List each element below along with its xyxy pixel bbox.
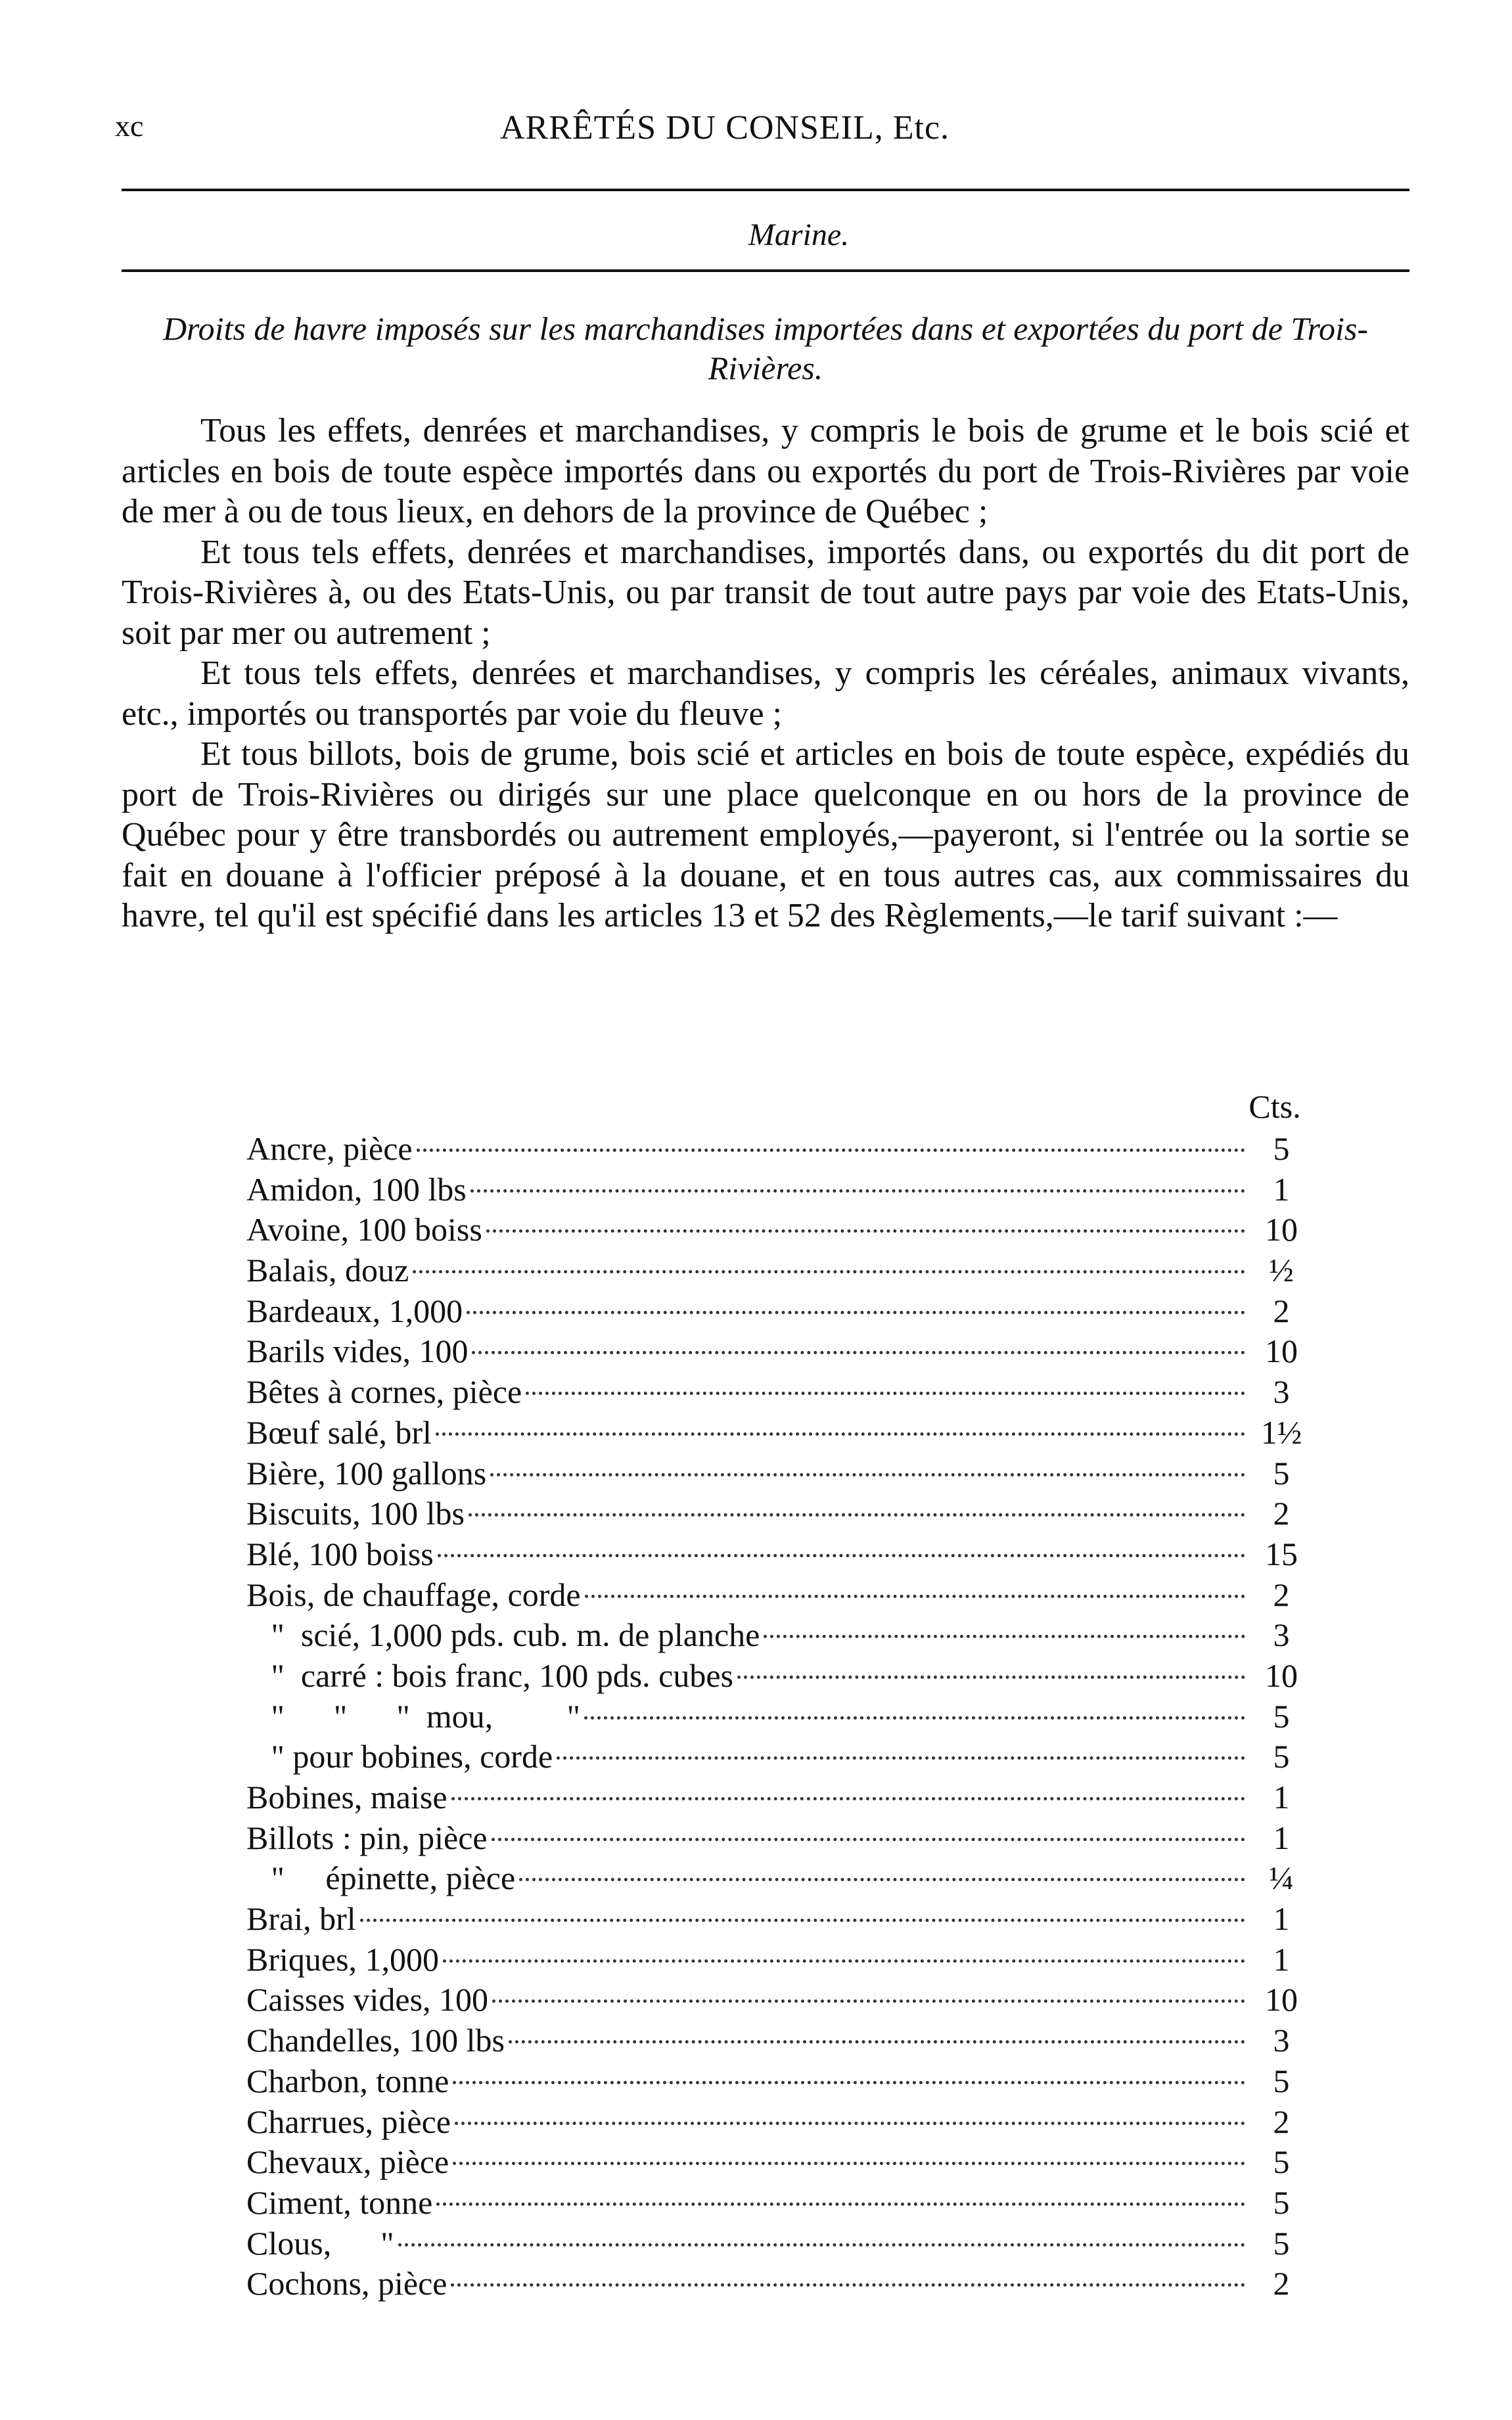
dot-leader — [417, 1149, 1245, 1152]
dot-leader — [585, 1595, 1245, 1598]
tariff-row — [246, 1372, 1311, 1413]
tariff-item-label: Charrues, pièce — [246, 2103, 451, 2140]
tariff-item-rate: 10 — [1265, 1981, 1298, 2019]
dot-leader — [526, 1392, 1245, 1395]
dot-leader — [519, 1878, 1245, 1881]
tariff-item-label: Barils vides, 100 — [246, 1333, 469, 1370]
tariff-row — [246, 1129, 1311, 1170]
tariff-item-rate: 5 — [1273, 2062, 1290, 2099]
running-title: ARRÊTÉS DU CONSEIL, Etc. — [499, 109, 950, 147]
tariff-row — [246, 2102, 1311, 2143]
tariff-row — [246, 2224, 1311, 2264]
dot-leader — [486, 1229, 1245, 1233]
tariff-item-label: Ciment, tonne — [246, 2183, 433, 2221]
tariff-item-rate: 5 — [1273, 1130, 1290, 1167]
tariff-row — [246, 1899, 1311, 1940]
tariff-item-label: " scié, 1,000 pds. cub. m. de planche — [246, 1616, 760, 1654]
tariff-row — [246, 1575, 1311, 1616]
tariff-item-label: Bière, 100 gallons — [246, 1454, 487, 1492]
tariff-item-rate: 1 — [1273, 1779, 1290, 1815]
dot-leader — [413, 1270, 1245, 1273]
dot-leader — [398, 2243, 1245, 2247]
dot-leader — [438, 1554, 1245, 1557]
tariff-row — [246, 2020, 1311, 2061]
paragraph: Et tous tels effets, denrées et marchandises, y compris les céréales, animaux vivants, etc., importés ou transportés par voie du fleuve ; — [122, 654, 1409, 733]
tariff-item-label: " pour bobines, corde — [246, 1738, 553, 1775]
tariff-item-label: Bois, de chauffage, corde — [246, 1576, 581, 1613]
dot-leader — [436, 2203, 1245, 2206]
tariff-item-label: Avoine, 100 boiss — [246, 1211, 482, 1248]
tariff-row — [246, 1737, 1311, 1777]
tariff-row — [246, 1210, 1311, 1250]
dot-leader — [453, 2081, 1245, 2084]
dot-leader — [451, 1797, 1245, 1800]
tariff-item-label: Amidon, 100 lbs — [246, 1170, 467, 1208]
tariff-row — [246, 1777, 1311, 1818]
dot-leader — [490, 1473, 1245, 1476]
tariff-item-rate: ¼ — [1269, 1860, 1294, 1897]
dot-leader — [443, 1959, 1245, 1963]
tariff-row — [246, 1170, 1311, 1210]
tariff-row — [246, 1818, 1311, 1859]
page-number: xc — [115, 109, 144, 143]
tariff-row — [246, 1291, 1311, 1332]
tariff-item-rate: 10 — [1265, 1211, 1298, 1248]
tariff-item-label: Charbon, tonne — [246, 2062, 449, 2099]
tariff-item-label: " " " mou, " — [246, 1697, 581, 1735]
tariff-row — [246, 2183, 1311, 2224]
tariff-row — [246, 2264, 1311, 2304]
tariff-row — [246, 1656, 1311, 1697]
section-title: Marine. — [748, 217, 850, 252]
tariff-row — [246, 2142, 1311, 2183]
paragraph: Tous les effets, denrées et marchandises, y compris le bois de grume et le bois scié et articles en bois de toute espèce importés dans ou exportés du port de Trois-Rivières par voie de mer à ou de tous lieux, en dehors de la province de Québec ; — [122, 412, 1409, 530]
tariff-item-rate: 5 — [1273, 2143, 1290, 2181]
tariff-row — [246, 1940, 1311, 1980]
tariff-item-rate: 2 — [1273, 2103, 1290, 2140]
dot-leader — [737, 1676, 1245, 1679]
tariff-row — [246, 1858, 1311, 1899]
tariff-item-rate: 15 — [1265, 1535, 1298, 1572]
tariff-heading: Droits de havre imposés sur les marchandises importées dans et exportées du port de Trois-Rivières. — [162, 310, 1369, 386]
dot-leader — [469, 1513, 1245, 1517]
dot-leader — [455, 2122, 1245, 2125]
tariff-item-label: Chandelles, 100 lbs — [246, 2022, 505, 2059]
tariff-item-label: Billots : pin, pièce — [246, 1819, 488, 1856]
dot-leader — [557, 1756, 1245, 1760]
section-rule — [122, 269, 1409, 272]
tariff-list — [246, 1129, 1311, 2304]
tariff-item-label: Caisses vides, 100 — [246, 1981, 489, 2019]
tariff-item-label: " épinette, pièce — [246, 1860, 516, 1897]
tariff-item-label: Brai, brl — [246, 1900, 356, 1938]
dot-leader — [360, 1919, 1245, 1922]
tariff-row — [246, 1250, 1311, 1291]
tariff-item-rate: 2 — [1273, 2265, 1290, 2302]
tariff-row — [246, 1615, 1311, 1656]
tariff-item-rate: 10 — [1265, 1333, 1298, 1370]
tariff-item-rate: ½ — [1269, 1252, 1294, 1289]
tariff-item-label: Bêtes à cornes, pièce — [246, 1373, 522, 1411]
tariff-item-rate: 1½ — [1260, 1413, 1302, 1451]
tariff-item-rate: 1 — [1273, 1170, 1290, 1208]
dot-leader — [472, 1351, 1245, 1354]
dot-leader — [453, 2162, 1245, 2165]
tariff-item-label: Blé, 100 boiss — [246, 1535, 434, 1572]
tariff-item-rate: 1 — [1273, 1940, 1290, 1978]
tariff-item-rate: 1 — [1273, 1900, 1290, 1938]
tariff-row — [246, 1534, 1311, 1575]
top-rule — [122, 189, 1409, 191]
tariff-item-rate: 2 — [1273, 1495, 1290, 1532]
dot-leader — [492, 1838, 1245, 1841]
body-text — [122, 411, 1409, 936]
tariff-row — [246, 1331, 1311, 1372]
tariff-item-label: Balais, douz — [246, 1252, 409, 1289]
tariff-item-rate: 1 — [1273, 1819, 1290, 1856]
tariff-item-rate: 5 — [1273, 2224, 1290, 2262]
tariff-item-label: Bobines, maise — [246, 1779, 447, 1815]
tariff-item-rate: 5 — [1273, 1454, 1290, 1492]
tariff-row — [246, 1453, 1311, 1494]
tariff-item-rate: 5 — [1273, 1738, 1290, 1775]
unit-header: Cts. — [1249, 1088, 1301, 1125]
tariff-item-rate: 5 — [1273, 1697, 1290, 1735]
tariff-item-rate: 5 — [1273, 2183, 1290, 2221]
dot-leader — [470, 1189, 1245, 1193]
tariff-item-label: Biscuits, 100 lbs — [246, 1495, 465, 1532]
dot-leader — [467, 1311, 1245, 1314]
tariff-item-label: Ancre, pièce — [246, 1130, 413, 1167]
dot-leader — [451, 2283, 1245, 2287]
tariff-item-rate: 10 — [1265, 1656, 1298, 1694]
paragraph: Et tous tels effets, denrées et marchandises, importés dans, ou exportés du dit port de Trois-Rivières à, ou des Etats-Unis, ou par transit de tout autre pays par voie des Etats-Unis, soit par mer ou autrement ; — [122, 533, 1409, 652]
tariff-item-rate: 3 — [1273, 1373, 1290, 1411]
tariff-item-label: Cochons, pièce — [246, 2265, 447, 2302]
tariff-item-label: Briques, 1,000 — [246, 1940, 440, 1978]
tariff-item-rate: 3 — [1273, 1616, 1290, 1654]
tariff-item-rate: 2 — [1273, 1576, 1290, 1613]
dot-leader — [584, 1716, 1245, 1720]
dot-leader — [509, 2040, 1245, 2043]
tariff-item-label: Bœuf salé, brl — [246, 1413, 432, 1451]
tariff-item-label: " carré : bois franc, 100 pds. cubes — [246, 1656, 734, 1694]
tariff-row — [246, 2061, 1311, 2102]
tariff-item-rate: 2 — [1273, 1292, 1290, 1329]
tariff-row — [246, 1697, 1311, 1737]
tariff-item-label: Bardeaux, 1,000 — [246, 1292, 463, 1329]
tariff-row — [246, 1413, 1311, 1453]
dot-leader — [764, 1635, 1245, 1638]
tariff-row — [246, 1980, 1311, 2020]
tariff-item-label: Chevaux, pièce — [246, 2143, 449, 2181]
paragraph: Et tous billots, bois de grume, bois scié et articles en bois de toute espèce, expédiés du port de Trois-Rivières ou dirigés sur une place quelconque en ou hors de la province de Québec pour y être transbordés ou autrement employés,—payeront, si l'entrée ou la sortie se fait en douane à l'officier préposé à la douane, et en tous autres cas, aux commissaires du havre, tel qu'il est spécifié dans les articles 13 et 52 des Règlements,—le tarif suivant :— — [122, 735, 1409, 934]
dot-leader — [492, 1999, 1245, 2003]
tariff-item-rate: 3 — [1273, 2022, 1290, 2059]
tariff-row — [246, 1494, 1311, 1534]
running-head — [115, 108, 1413, 161]
dot-leader — [436, 1432, 1245, 1436]
tariff-item-label: Clous, " — [246, 2224, 394, 2262]
